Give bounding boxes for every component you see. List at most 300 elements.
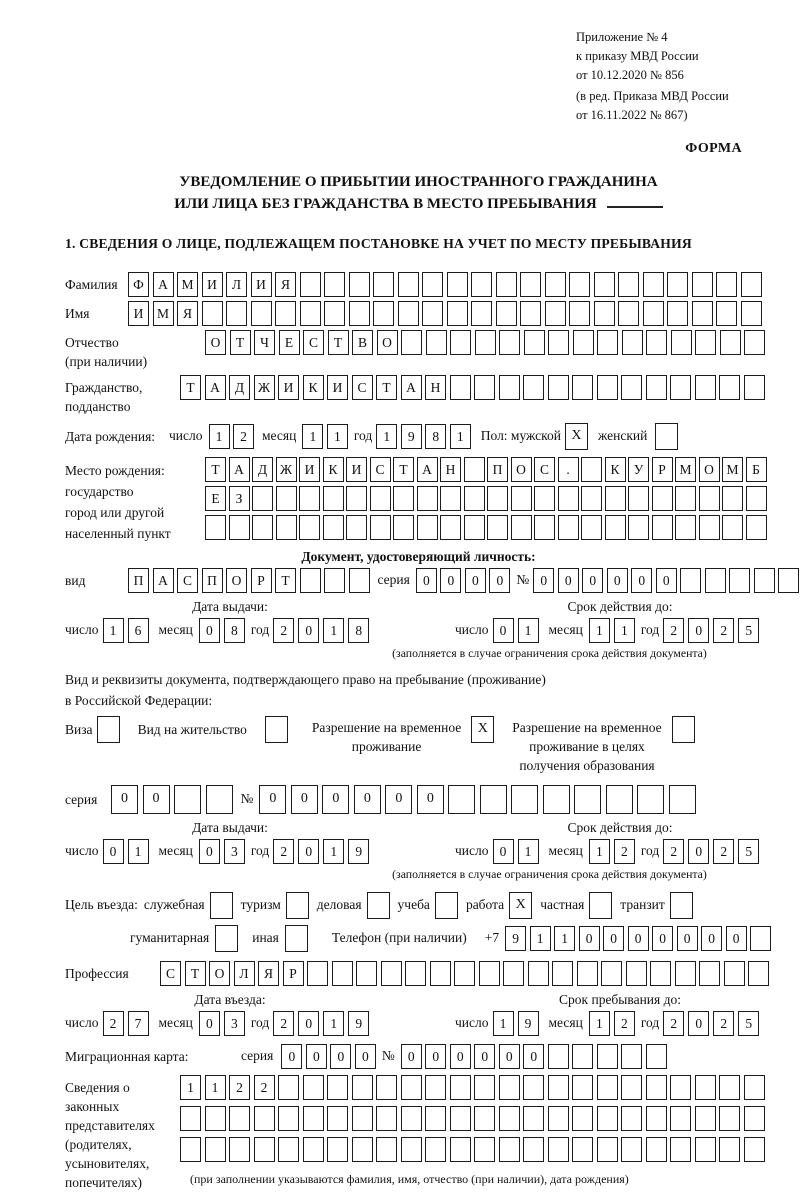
- day-label: число: [65, 622, 99, 638]
- reps-cell: [376, 1075, 397, 1100]
- surname-cell: [471, 272, 492, 297]
- reps-cell: [474, 1137, 495, 1162]
- reps-cell: [744, 1106, 765, 1131]
- identity-doc-heading: Документ, удостоверяющий личность:: [301, 548, 536, 564]
- birth-day-cell: 2: [233, 424, 254, 449]
- day-label: число: [455, 1015, 489, 1031]
- surname-cell: [741, 272, 762, 297]
- doc-valid-month-cells: [589, 618, 635, 643]
- entry-year-cell: 1: [323, 1011, 344, 1036]
- doc-series-label: серия: [377, 572, 410, 588]
- patronymic-cell: [524, 330, 545, 355]
- phone-cell: 0: [628, 926, 649, 951]
- patronymic-row: [65, 330, 772, 371]
- citizenship-cell: И: [278, 375, 299, 400]
- birth-year-cell: 9: [401, 424, 422, 449]
- doc-valid-month-cell: 1: [589, 618, 610, 643]
- res-valid-day-cells: [493, 839, 539, 864]
- birthplace-cell: З: [229, 486, 250, 511]
- birthplace-cell: М: [675, 457, 696, 482]
- res-number-cell: 0: [385, 785, 412, 814]
- patronymic-cell: [475, 330, 496, 355]
- stay-month-cells: [589, 1011, 635, 1036]
- reps-cell: [523, 1137, 544, 1162]
- purpose-business-checkbox: [367, 892, 390, 919]
- legal-reps-cell-rows: [180, 1075, 765, 1187]
- profession-cell: [577, 961, 598, 986]
- birthplace-row2-cells: [205, 486, 767, 511]
- profession-cell: [405, 961, 426, 986]
- profession-cell: [675, 961, 696, 986]
- entry-month-cell: 0: [199, 1011, 220, 1036]
- profession-cell: [626, 961, 647, 986]
- birthplace-cell: .: [558, 457, 579, 482]
- patronymic-cell: Ч: [254, 330, 275, 355]
- firstname-label: Имя: [65, 305, 90, 321]
- surname-cell: [398, 272, 419, 297]
- birthplace-cell: [746, 486, 767, 511]
- birthplace-cell: [699, 515, 720, 540]
- reps-cell: [401, 1106, 422, 1131]
- temp-residence-option: [312, 716, 494, 756]
- appendix-line: от 16.11.2022 № 867): [576, 108, 688, 122]
- birthplace-cell: С: [534, 457, 555, 482]
- reps-cell: [352, 1106, 373, 1131]
- year-label: год: [640, 1015, 660, 1031]
- doc-issue-head: Дата выдачи:: [192, 598, 268, 614]
- firstname-cell: [398, 301, 419, 326]
- doc-number-cell: [680, 568, 701, 593]
- reps-cell: [670, 1137, 691, 1162]
- citizenship-cell: Ж: [254, 375, 275, 400]
- birthplace-cell: [323, 515, 344, 540]
- birthplace-cell: [276, 486, 297, 511]
- profession-cell: С: [160, 961, 181, 986]
- profession-cell: [381, 961, 402, 986]
- stay-day-cell: 9: [518, 1011, 539, 1036]
- mig-number-cell: [548, 1044, 569, 1069]
- form-title-line2: ИЛИ ЛИЦА БЕЗ ГРАЖДАНСТВА В МЕСТО ПРЕБЫВАНИЯ: [65, 193, 772, 216]
- phone-cell: 0: [579, 926, 600, 951]
- profession-cell: [454, 961, 475, 986]
- profession-cell: [552, 961, 573, 986]
- res-issue-month-cell: 3: [224, 839, 245, 864]
- profession-cell: О: [209, 961, 230, 986]
- birthplace-cell: [628, 486, 649, 511]
- birthplace-cell: [746, 515, 767, 540]
- res-series-cell: 0: [143, 785, 170, 814]
- profession-row: [65, 961, 772, 986]
- reps-cell: [327, 1137, 348, 1162]
- reps-cell: [499, 1137, 520, 1162]
- profession-cell: [332, 961, 353, 986]
- res-valid-year-cell: 2: [663, 839, 684, 864]
- surname-row: [65, 272, 772, 297]
- birthplace-block: [65, 457, 772, 544]
- title-blank-line: [607, 194, 663, 208]
- birthplace-cell: [581, 515, 602, 540]
- surname-cell: [447, 272, 468, 297]
- birthplace-cell: [393, 486, 414, 511]
- birthplace-cell: [511, 515, 532, 540]
- surname-cell: [692, 272, 713, 297]
- reps-cell: [425, 1106, 446, 1131]
- doc-issue-year-cell: 1: [323, 618, 344, 643]
- stay-year-cell: 2: [713, 1011, 734, 1036]
- stay-until-head: Срок пребывания до:: [559, 991, 681, 1007]
- birthplace-cell: [323, 486, 344, 511]
- doc-type-cell: Р: [251, 568, 272, 593]
- res-valid-line: [455, 839, 785, 864]
- purpose-tourism-checkbox: [286, 892, 309, 919]
- birthplace-cell: [581, 486, 602, 511]
- doc-number-cell: 0: [607, 568, 628, 593]
- birthdate-row: [65, 423, 772, 450]
- birthplace-cell: [487, 515, 508, 540]
- firstname-cell: [422, 301, 443, 326]
- profession-cell: Я: [258, 961, 279, 986]
- birthplace-cell: [722, 515, 743, 540]
- reps-cell: [597, 1075, 618, 1100]
- year-label: год: [250, 1015, 270, 1031]
- surname-cell: [496, 272, 517, 297]
- patronymic-cell: О: [205, 330, 226, 355]
- doc-number-cell: [705, 568, 726, 593]
- entry-day-cell: 2: [103, 1011, 124, 1036]
- res-valid-month-cell: 2: [614, 839, 635, 864]
- phone-cell: 9: [505, 926, 526, 951]
- citizenship-cell: Н: [425, 375, 446, 400]
- patronymic-cell: О: [377, 330, 398, 355]
- reps-row2-cells: [180, 1106, 765, 1131]
- day-label: число: [65, 843, 99, 859]
- doc-number-cell: [778, 568, 799, 593]
- reps-cell: [572, 1075, 593, 1100]
- birthplace-cell: У: [628, 457, 649, 482]
- form-title: [65, 171, 772, 216]
- doc-issue-year-cell: 0: [298, 618, 319, 643]
- reps-cell: [327, 1106, 348, 1131]
- doc-valid-year-cell: 2: [713, 618, 734, 643]
- surname-cell: А: [153, 272, 174, 297]
- year-label: год: [353, 428, 373, 444]
- doc-valid-day-cell: 0: [493, 618, 514, 643]
- birthplace-cell: [464, 457, 485, 482]
- citizenship-cell: С: [352, 375, 373, 400]
- doc-issue-col: [65, 599, 455, 643]
- citizenship-cell: [572, 375, 593, 400]
- reps-cell: [327, 1075, 348, 1100]
- patronymic-cells: [205, 330, 765, 355]
- birthplace-cell: А: [417, 457, 438, 482]
- phone-cell: 1: [554, 926, 575, 951]
- appendix-reference: [576, 28, 772, 125]
- res-valid-month-cell: 1: [589, 839, 610, 864]
- form-title-line1: УВЕДОМЛЕНИЕ О ПРИБЫТИИ ИНОСТРАННОГО ГРАЖДАНИНА: [179, 173, 658, 190]
- res-valid-month-cells: [589, 839, 635, 864]
- mig-number-cell: 0: [450, 1044, 471, 1069]
- reps-cell: [376, 1106, 397, 1131]
- mig-number-cell: 0: [474, 1044, 495, 1069]
- res-series-label: серия: [65, 791, 98, 807]
- res-issue-day-cell: 1: [128, 839, 149, 864]
- migration-card-label: Миграционная карта:: [65, 1048, 189, 1064]
- surname-cell: [569, 272, 590, 297]
- purpose-row: [65, 892, 772, 919]
- doc-series-cell: 0: [465, 568, 486, 593]
- patronymic-cell: [744, 330, 765, 355]
- doc-type-cell: П: [202, 568, 223, 593]
- birthplace-cell: [534, 515, 555, 540]
- phone-cell: [750, 926, 771, 951]
- phone-cell: 0: [726, 926, 747, 951]
- res-number-cell: [448, 785, 475, 814]
- doc-type-row: [65, 568, 772, 593]
- month-label: месяц: [262, 428, 297, 444]
- profession-cell: [724, 961, 745, 986]
- purpose-transit-label: транзит: [620, 897, 665, 913]
- surname-cell: [594, 272, 615, 297]
- birthplace-cell: [558, 515, 579, 540]
- month-label: месяц: [158, 843, 193, 859]
- reps-cell: [278, 1106, 299, 1131]
- surname-cell: [618, 272, 639, 297]
- phone-cell: 0: [701, 926, 722, 951]
- stay-day-cells: [493, 1011, 539, 1036]
- reps-cell: [450, 1137, 471, 1162]
- visa-option: [65, 716, 120, 743]
- profession-cell: [479, 961, 500, 986]
- patronymic-cell: [499, 330, 520, 355]
- doc-type-cell: П: [128, 568, 149, 593]
- patronymic-cell: В: [352, 330, 373, 355]
- reps-cell: [621, 1137, 642, 1162]
- res-number-cell: [480, 785, 507, 814]
- patronymic-cell: [426, 330, 447, 355]
- doc-issue-month-cell: 8: [224, 618, 245, 643]
- firstname-cell: [275, 301, 296, 326]
- res-number-cell: [574, 785, 601, 814]
- patronymic-cell: Т: [328, 330, 349, 355]
- doc-valid-day-cells: [493, 618, 539, 643]
- entry-month-cells: [199, 1011, 245, 1036]
- year-label: год: [640, 622, 660, 638]
- firstname-cell: [324, 301, 345, 326]
- profession-cell: Т: [185, 961, 206, 986]
- firstname-cell: М: [153, 301, 174, 326]
- temp-edu-checkbox: [672, 716, 695, 743]
- purpose-humanitarian-checkbox: [215, 925, 238, 952]
- profession-cell: [650, 961, 671, 986]
- entry-dates-block: [65, 992, 772, 1036]
- res-number-cell: [637, 785, 664, 814]
- reps-cell: [621, 1106, 642, 1131]
- res-issue-year-cell: 9: [348, 839, 369, 864]
- doc-issue-month-cells: [199, 618, 245, 643]
- birthplace-cell: [440, 486, 461, 511]
- citizenship-cells: [180, 375, 765, 400]
- reps-cell: [719, 1075, 740, 1100]
- reps-cell: [548, 1075, 569, 1100]
- reps-cell: [548, 1106, 569, 1131]
- surname-cell: [300, 272, 321, 297]
- firstname-cell: Я: [177, 301, 198, 326]
- firstname-cell: [373, 301, 394, 326]
- sex-female-checkbox: [655, 423, 678, 450]
- res-valid-head: Срок действия до:: [567, 819, 673, 835]
- res-number-cell: [511, 785, 538, 814]
- mig-number-cell: 0: [401, 1044, 422, 1069]
- citizenship-label: Гражданство, подданство: [65, 379, 143, 414]
- reps-cell: [572, 1106, 593, 1131]
- citizenship-cell: [646, 375, 667, 400]
- reps-cell: [278, 1075, 299, 1100]
- doc-type-cell: [324, 568, 345, 593]
- temp-residence-checkbox: X: [471, 716, 494, 743]
- firstname-cell: [226, 301, 247, 326]
- reps-cell: [597, 1137, 618, 1162]
- migration-card-row: [65, 1044, 772, 1069]
- reps-cell: [695, 1106, 716, 1131]
- reps-cell: [352, 1137, 373, 1162]
- sex-male-checkbox: X: [565, 423, 588, 450]
- birthplace-cell: [675, 486, 696, 511]
- reps-cell: [695, 1075, 716, 1100]
- res-dates-block: [65, 820, 772, 864]
- res-number-cell: 0: [291, 785, 318, 814]
- birthplace-cell: [652, 515, 673, 540]
- reps-cell: [474, 1106, 495, 1131]
- doc-valid-head: Срок действия до:: [567, 598, 673, 614]
- birthplace-cell: [581, 457, 602, 482]
- birth-month-cells: [302, 424, 348, 449]
- birthplace-cell: И: [346, 457, 367, 482]
- birth-month-cell: 1: [327, 424, 348, 449]
- entry-date-head: Дата въезда:: [194, 991, 266, 1007]
- res-number-cell: 0: [322, 785, 349, 814]
- birthplace-cell: [440, 515, 461, 540]
- res-issue-month-cells: [199, 839, 245, 864]
- purpose-business-label: деловая: [316, 897, 362, 913]
- birthplace-cell: [346, 515, 367, 540]
- month-label: месяц: [548, 1015, 583, 1031]
- reps-cell: [523, 1106, 544, 1131]
- phone-cell: 0: [603, 926, 624, 951]
- res-number-cells: [259, 785, 696, 814]
- res-series-cells: [111, 785, 233, 814]
- doc-type-cell: С: [177, 568, 198, 593]
- purpose-official-label: служебная: [143, 897, 205, 913]
- day-label: число: [169, 428, 203, 444]
- doc-series-cell: 0: [416, 568, 437, 593]
- birthplace-cell: [276, 515, 297, 540]
- mig-number-cell: 0: [523, 1044, 544, 1069]
- res-valid-year-cell: 0: [688, 839, 709, 864]
- birthdate-label: Дата рождения:: [65, 428, 156, 444]
- year-label: год: [250, 622, 270, 638]
- reps-cell: [254, 1106, 275, 1131]
- appendix-line: от 10.12.2020 № 856: [576, 67, 684, 82]
- reps-cell: [229, 1137, 250, 1162]
- reps-cell: [548, 1137, 569, 1162]
- sex-male-label: Пол: мужской: [480, 428, 561, 444]
- profession-cell: [601, 961, 622, 986]
- month-label: месяц: [548, 622, 583, 638]
- profession-cell: [503, 961, 524, 986]
- doc-valid-day-cell: 1: [518, 618, 539, 643]
- firstname-cell: [569, 301, 590, 326]
- reps-cell: [205, 1137, 226, 1162]
- birthplace-cell: [370, 486, 391, 511]
- profession-cell: [748, 961, 769, 986]
- temp-edu-label: Разрешение на временное проживание в целях получения образования: [512, 719, 662, 773]
- reps-cell: [499, 1075, 520, 1100]
- stay-until-col: [455, 992, 785, 1036]
- birth-day-cell: 1: [209, 424, 230, 449]
- entry-year-cells: [273, 1011, 369, 1036]
- profession-cell: [307, 961, 328, 986]
- purpose-tourism-label: туризм: [240, 897, 281, 913]
- firstname-cell: [594, 301, 615, 326]
- doc-valid-line: [455, 618, 785, 643]
- doc-issue-month-cell: 0: [199, 618, 220, 643]
- sex-female-label: женский: [597, 428, 648, 444]
- temp-residence-label: Разрешение на временное проживание: [311, 719, 462, 754]
- reps-cell: [450, 1075, 471, 1100]
- phone-prefix: +7: [484, 930, 500, 946]
- doc-valid-year-cell: 5: [738, 618, 759, 643]
- res-valid-year-cell: 5: [738, 839, 759, 864]
- mig-number-cell: 0: [499, 1044, 520, 1069]
- purpose-private-checkbox: [589, 892, 612, 919]
- birthplace-cell: [252, 515, 273, 540]
- doc-number-cell: 0: [533, 568, 554, 593]
- birthplace-cell: [558, 486, 579, 511]
- entry-year-cell: 2: [273, 1011, 294, 1036]
- birthplace-cell: [675, 515, 696, 540]
- purpose-work-checkbox: X: [509, 892, 532, 919]
- appendix-line: Приложение № 4: [576, 30, 668, 44]
- citizenship-cell: Т: [180, 375, 201, 400]
- birthplace-cell: [299, 515, 320, 540]
- stay-year-cell: 2: [663, 1011, 684, 1036]
- mig-number-label: №: [381, 1048, 395, 1064]
- surname-cell: И: [202, 272, 223, 297]
- profession-cell: [356, 961, 377, 986]
- birthplace-cell: [534, 486, 555, 511]
- patronymic-cell: [622, 330, 643, 355]
- res-number-cell: 0: [354, 785, 381, 814]
- firstname-cell: [300, 301, 321, 326]
- birthplace-cell: Д: [252, 457, 273, 482]
- reps-cell: [425, 1075, 446, 1100]
- doc-type-label: вид: [65, 572, 86, 588]
- doc-number-cells: [533, 568, 799, 593]
- birthplace-cell: [464, 515, 485, 540]
- birth-year-cell: 1: [450, 424, 471, 449]
- birthplace-cell: [417, 486, 438, 511]
- month-label: месяц: [548, 843, 583, 859]
- reps-cell: [180, 1137, 201, 1162]
- res-series-cell: [174, 785, 201, 814]
- res-issue-day-cell: 0: [103, 839, 124, 864]
- year-label: год: [640, 843, 660, 859]
- phone-cell: 0: [652, 926, 673, 951]
- birthplace-cell: [252, 486, 273, 511]
- purpose-transit-checkbox: [670, 892, 693, 919]
- mig-number-cell: [572, 1044, 593, 1069]
- doc-type-cell: Т: [275, 568, 296, 593]
